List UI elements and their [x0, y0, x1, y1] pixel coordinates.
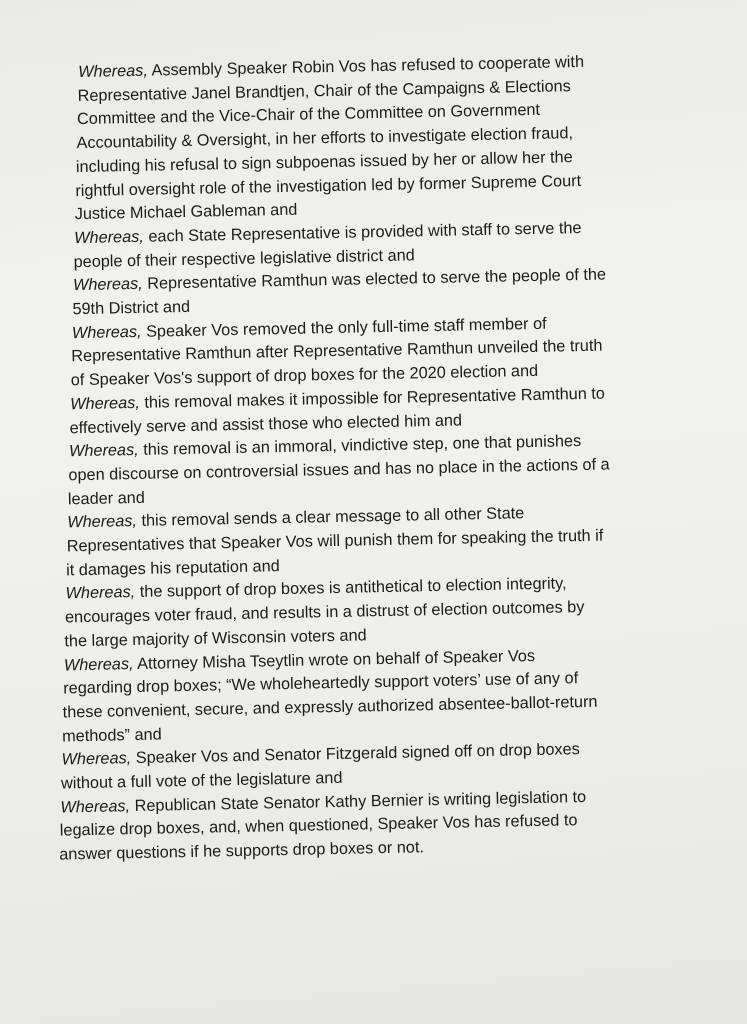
whereas-label: Whereas,: [69, 393, 141, 414]
clause-text: open discourse on controversial issues and has no place in the actions of a: [68, 455, 610, 485]
clause-text: without a full vote of the legislature and: [60, 768, 343, 793]
clause-text: leader and: [67, 488, 145, 508]
whereas-label: Whereas,: [65, 583, 136, 603]
whereas-label: Whereas,: [74, 227, 145, 248]
whereas-label: Whereas,: [78, 61, 149, 82]
clause-text: people of their respective legislative district and: [73, 245, 415, 271]
whereas-label: Whereas,: [68, 441, 139, 461]
clause-line: [72, 296, 190, 320]
clause-text: legalize drop boxes, and, when questioned, Speaker Vos has refused to: [59, 811, 578, 840]
clause-text: this removal sends a clear message to all other State: [141, 504, 525, 531]
clause-text: it damages his reputation and: [65, 556, 280, 580]
clause-text: Representatives that Speaker Vos will punish them for speaking the truth if: [66, 526, 604, 556]
whereas-label: Whereas,: [63, 654, 134, 674]
clause-line: [75, 199, 298, 225]
clause-line: [68, 486, 145, 510]
whereas-label: Whereas,: [71, 322, 142, 342]
clause-text: this removal is an immoral, vindictive step, one that punishes: [143, 432, 582, 459]
clause-text: rightful oversight role of the investigation led by former Supreme Court: [75, 171, 582, 200]
whereas-label: Whereas,: [72, 275, 143, 295]
clause-text: Speaker Vos and Senator Fitzgerald signed off on drop boxes: [135, 740, 580, 768]
clause-text: regarding drop boxes; “We wholeheartedly support voters’ use of any of: [63, 669, 579, 698]
clause-text: Representative Ramthun after Representative Ramthun unveiled the truth: [71, 336, 603, 366]
clause-text: Assembly Speaker Robin Vos has refused to cooperate with: [151, 52, 585, 80]
clause-text: Attorney Misha Tseytlin wrote on behalf of Speaker Vos: [136, 646, 536, 673]
clause-line: [62, 723, 162, 747]
clause-text: this removal makes it impossible for Representative Ramthun to: [144, 384, 606, 412]
whereas-label: Whereas,: [60, 796, 131, 817]
clause-text: methods” and: [61, 725, 162, 746]
clause-text: the support of drop boxes is antithetical to election integrity,: [139, 574, 567, 602]
clause-text: Representative Ramthun was elected to serve the people of the: [147, 265, 607, 293]
clause-text: the large majority of Wisconsin voters and: [64, 626, 367, 651]
resolution-text: [30, 48, 720, 864]
clause-text: encourages voter fraud, and results in a distrust of election outcomes by: [64, 598, 585, 627]
clause-text: Speaker Vos removed the only full-time staff member of: [145, 314, 547, 341]
clause-text: each State Representative is provided with staff to serve the: [148, 218, 582, 246]
clause-line: [66, 555, 280, 581]
clause-text: Republican State Senator Kathy Bernier is writing legislation to: [134, 787, 587, 815]
clause-text: Representative Janel Brandtjen, Chair of the Campaigns & Elections: [77, 76, 571, 105]
whereas-label: Whereas,: [61, 749, 132, 769]
whereas-label: Whereas,: [67, 512, 138, 532]
clause-text: these convenient, secure, and expressly authorized absentee-ballot-return: [62, 692, 598, 722]
clause-text: Justice Michael Gableman and: [74, 200, 298, 224]
clause-text: of Speaker Vos's support of drop boxes for the 2020 election and: [70, 361, 539, 390]
clause-text: answer questions if he supports drop boxes or not.: [59, 838, 425, 864]
clause-text: Accountability & Oversight, in her efforts to investigate election fraud,: [76, 124, 574, 153]
clause-text: 59th District and: [72, 297, 191, 319]
clause-text: including his refusal to sign subpoenas issued by her or allow her the: [75, 147, 573, 176]
clause-line: [61, 767, 343, 795]
clause-text: Committee and the Vice-Chair of the Committee on Government: [76, 101, 541, 129]
clause-text: effectively serve and assist those who elected him and: [69, 410, 463, 437]
